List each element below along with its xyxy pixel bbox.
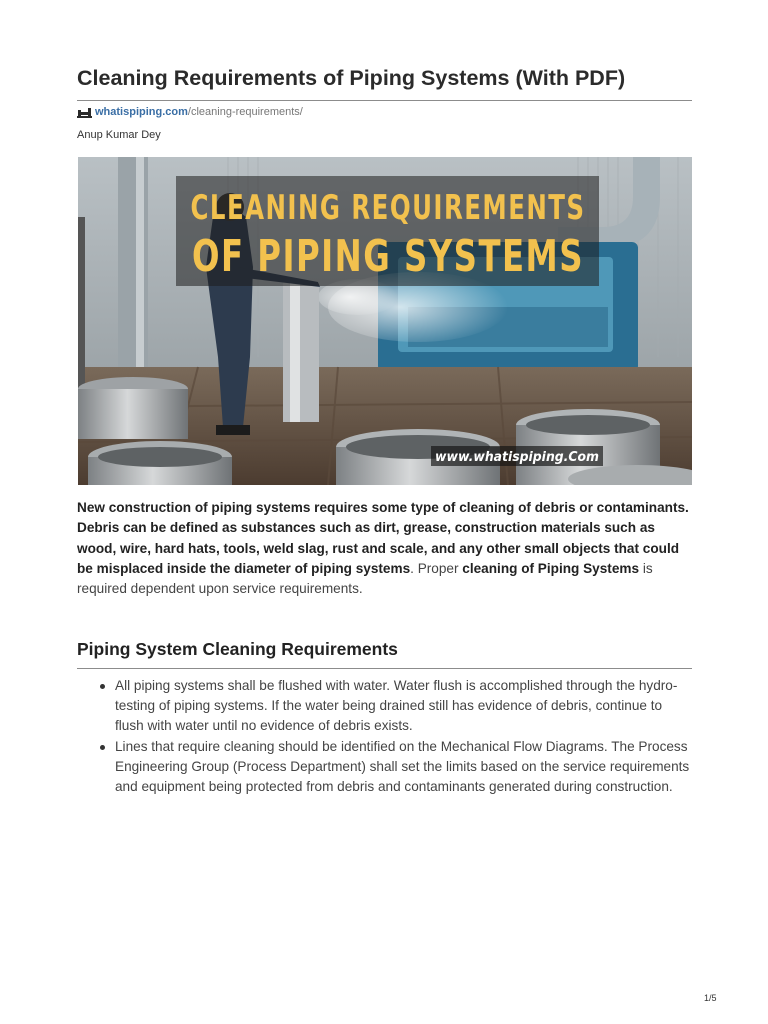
intro-text-c: is required dependent upon service requirements. <box>77 560 653 597</box>
author-name: Anup Kumar Dey <box>77 129 161 141</box>
section-divider <box>77 668 692 669</box>
section-heading: Piping System Cleaning Requirements <box>77 639 398 659</box>
hero-banner-line2: OF PIPING SYSTEMS <box>192 231 584 282</box>
list-item: Lines that require cleaning should be identified on the Mechanical Flow Diagrams. The Process Engineering Group (Process Department) shall set the limits based on the service requirements and equipment being protected from debris and contaminants generated during construction. <box>77 737 692 798</box>
hero-banner-line1: CLEANING REQUIREMENTS <box>190 188 586 228</box>
intro-text-a: . Proper <box>410 560 463 576</box>
source-link[interactable] <box>77 106 303 118</box>
source-path[interactable]: /cleaning-requirements/ <box>187 106 303 118</box>
page-title: Cleaning Requirements of Piping Systems (With PDF) <box>77 66 626 90</box>
title-divider <box>77 100 692 101</box>
hero-watermark: www.whatispiping.Com <box>435 449 599 465</box>
intro-paragraph <box>77 498 692 599</box>
intro-bold-text: New construction of piping systems requires some type of cleaning of debris or contaminants. Debris can be defined as substances such as dirt, grease, construction materials such as wood, wire, hard hats, tools, weld slag, rust and scale, and any other small objects that could be misplaced inside the diameter of piping systems <box>77 500 689 576</box>
pipe-icon <box>77 106 92 118</box>
page-number: 1/5 <box>704 993 717 1003</box>
source-domain[interactable]: whatispiping.com <box>95 106 188 118</box>
list-item: All piping systems shall be flushed with water. Water flush is accomplished through the hydro-testing of piping systems. If the water being drained still has evidence of debris, continue to flush with water until no evidence of debris exists. <box>77 676 692 737</box>
requirements-list <box>77 676 692 797</box>
intro-bold-link-text: cleaning of Piping Systems <box>462 560 640 576</box>
hero-image <box>78 157 692 485</box>
